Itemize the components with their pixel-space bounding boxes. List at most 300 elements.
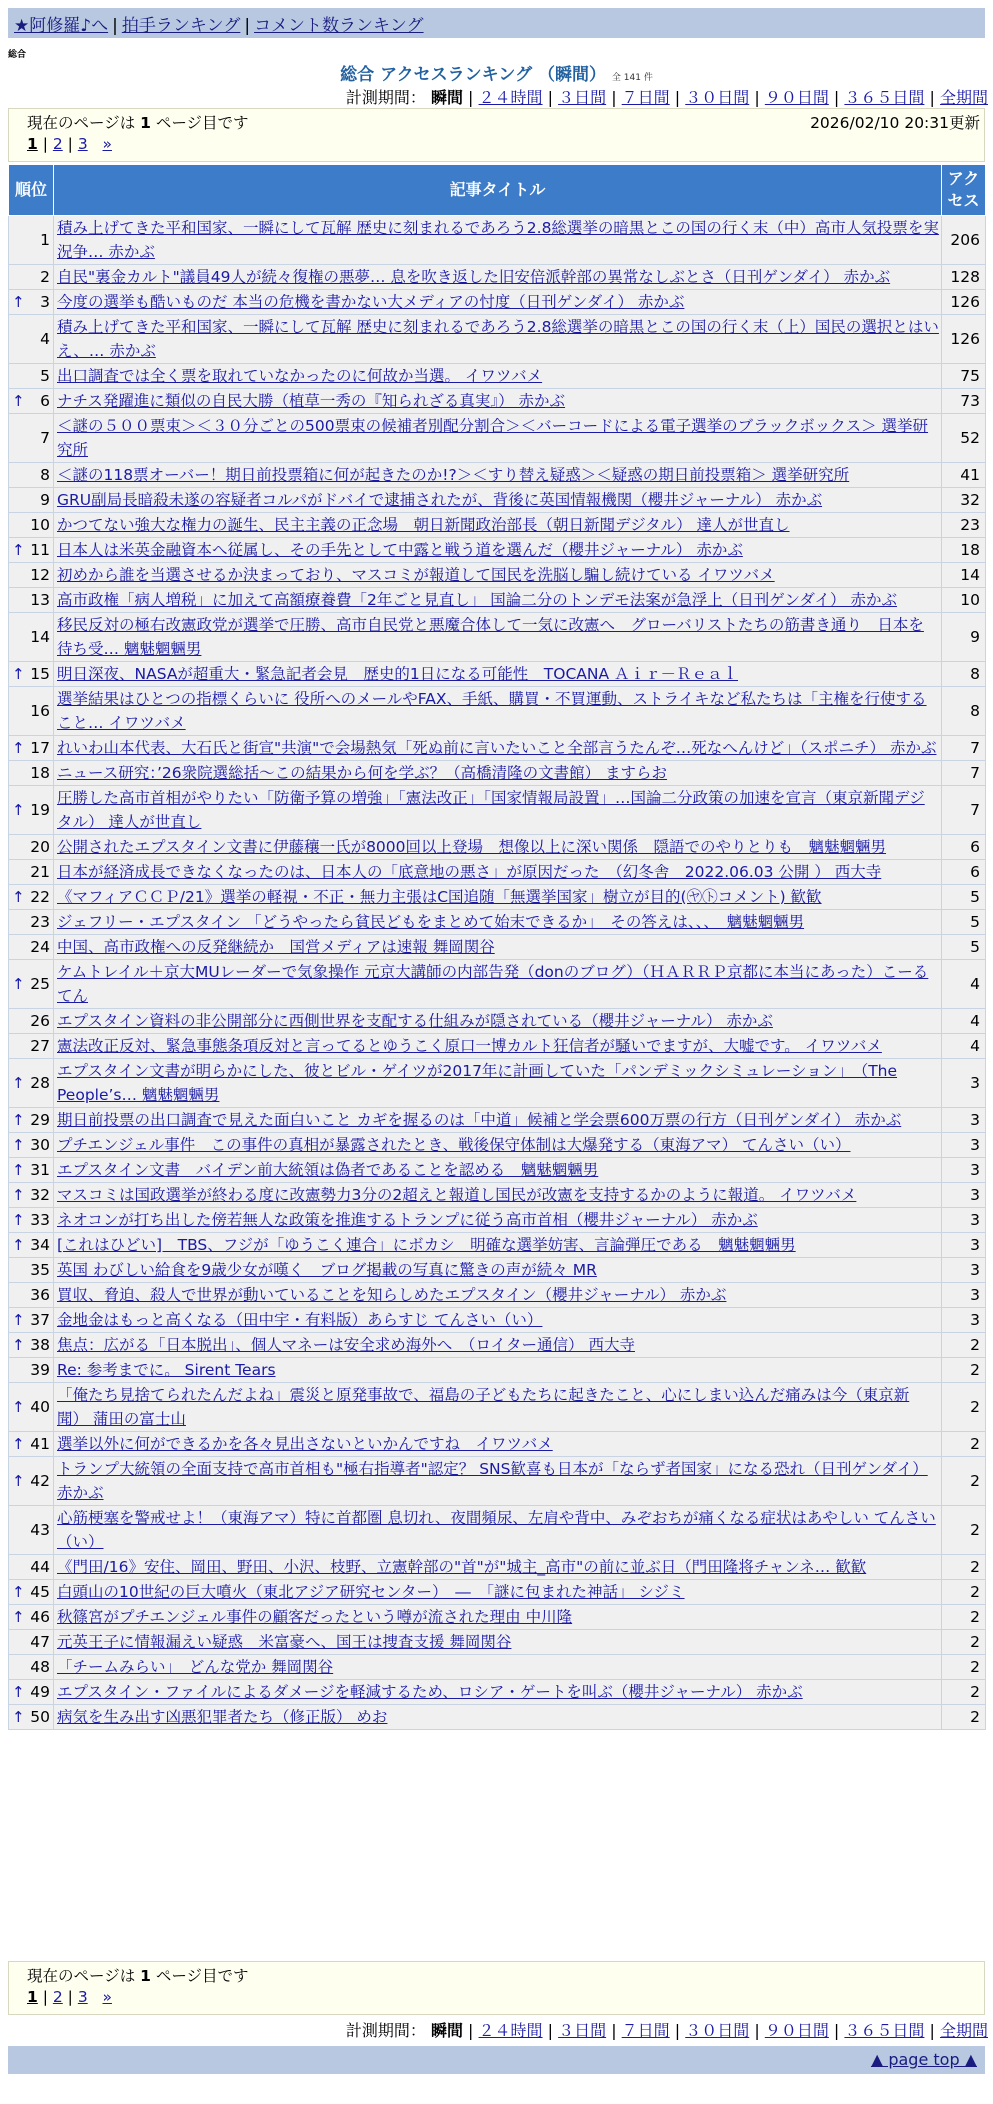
access-count: 3 <box>942 1208 986 1233</box>
rank-number: 23 <box>30 913 50 931</box>
access-count: 5 <box>942 935 986 960</box>
rank-cell <box>9 1034 54 1059</box>
article-title-link[interactable]: 日本人は米英金融資本へ従属し、その手先として中露と戦う道を選んだ（櫻井ジャーナル） 赤かぶ <box>57 541 743 559</box>
rank-cell <box>9 1605 54 1630</box>
rank-cell <box>9 736 54 761</box>
up-arrow-icon: ↑ <box>12 1398 25 1416</box>
access-count: 5 <box>942 885 986 910</box>
table-row <box>9 1059 986 1108</box>
up-arrow-icon: ↑ <box>12 1111 25 1129</box>
table-row <box>9 885 986 910</box>
access-count: 75 <box>942 364 986 389</box>
article-title-link[interactable]: 心筋梗塞を警戒せよ！（東海アマ）特に首都圏 息切れ、夜間頻尿、左肩や背中、みぞおちが痛くなる症状はあやしい てんさい（い） <box>57 1509 936 1551</box>
article-title-link[interactable]: 今度の選挙も酷いものだ 本当の危機を書かない大メディアの忖度（日刊ゲンダイ） 赤かぶ <box>57 293 685 311</box>
access-count: 3 <box>942 1233 986 1258</box>
article-title-link[interactable]: 移民反対の極右改憲政党が選挙で圧勝、高市自民党と悪魔合体して一気に改憲へ グローバリストたちの筋書き通り 日本を待ち受… 魑魅魍魎男 <box>57 616 924 658</box>
title-cell <box>54 1605 942 1630</box>
table-row <box>9 488 986 513</box>
rank-number: 3 <box>40 293 50 311</box>
rank-cell <box>9 1555 54 1580</box>
up-arrow-icon: ↑ <box>12 801 25 819</box>
access-count: 2 <box>942 1358 986 1383</box>
rank-cell <box>9 1358 54 1383</box>
rank-number: 15 <box>30 665 50 683</box>
access-count: 126 <box>942 315 986 364</box>
nav-link-applause-ranking[interactable]: 拍手ランキング <box>121 16 241 36</box>
rank-number: 18 <box>30 764 50 782</box>
period-link-all[interactable]: 全期間 <box>939 2021 988 2040</box>
article-title-link[interactable]: 圧勝した高市首相がやりたい「防衛予算の増強」「憲法改正」「国家情報局設置」…国論二分政策の加速を宣言（東京新聞デジタル） 達人が世直し <box>57 789 925 831</box>
article-title-link[interactable]: プチエンジェル事件 この事件の真相が暴露されたとき、戦後保守体制は大爆発する（東海アマ） てんさい（い） <box>57 1136 851 1154</box>
period-link-365d[interactable]: ３６５日間 <box>844 88 925 107</box>
access-count: 126 <box>942 290 986 315</box>
table-row <box>9 290 986 315</box>
page-link-1[interactable]: 1 <box>27 135 38 153</box>
article-title-link[interactable]: 初めから誰を当選させるか決まっており、マスコミが報道して国民を洗脳し騙し続けている イワツバメ <box>57 566 775 584</box>
title-cell <box>54 860 942 885</box>
current-page-text: 現在のページは 1 ページ目です <box>27 1967 249 1985</box>
table-row <box>9 1383 986 1432</box>
access-count: 3 <box>942 1258 986 1283</box>
title-cell <box>54 563 942 588</box>
table-row <box>9 687 986 736</box>
up-arrow-icon: ↑ <box>12 1236 25 1254</box>
table-row <box>9 1680 986 1705</box>
rank-cell <box>9 414 54 463</box>
up-arrow-icon: ↑ <box>12 1435 25 1453</box>
rank-number: 20 <box>30 838 50 856</box>
title-cell <box>54 1158 942 1183</box>
up-arrow-icon: ↑ <box>12 1311 25 1329</box>
title-cell <box>54 1358 942 1383</box>
page-next-link[interactable]: » <box>102 1988 112 2006</box>
table-row <box>9 1258 986 1283</box>
page-link-3[interactable]: 3 <box>77 135 88 153</box>
access-count: 52 <box>942 414 986 463</box>
article-title-link[interactable]: 白頭山の10世紀の巨大噴火（東北アジア研究センター） ― 「謎に包まれた神話」 シジミ <box>57 1583 685 1601</box>
rank-number: 50 <box>30 1708 50 1726</box>
rank-number: 4 <box>40 330 50 348</box>
page-next-link[interactable]: » <box>102 135 112 153</box>
article-title-link[interactable]: 元英王子に情報漏えい疑惑 米富豪へ、国王は捜査支援 舞岡関谷 <box>57 1633 512 1651</box>
title-cell <box>54 1457 942 1506</box>
period-link-all[interactable]: 全期間 <box>939 88 988 107</box>
up-arrow-icon: ↑ <box>12 1683 25 1701</box>
rank-cell <box>9 1432 54 1457</box>
access-count: 7 <box>942 736 986 761</box>
period-link-90d[interactable]: ９０日間 <box>764 2021 829 2040</box>
rank-cell <box>9 513 54 538</box>
rank-cell <box>9 1283 54 1308</box>
page-top-link[interactable]: ▲ page top ▲ <box>870 2050 977 2069</box>
article-title-link[interactable]: ＜謎の５００票束＞＜３０分ごとの500票束の候補者別配分割合＞＜バーコードによる電子選挙のブラックボックス＞ 選挙研究所 <box>57 417 929 459</box>
period-current: 瞬間 <box>430 2021 463 2040</box>
table-row <box>9 265 986 290</box>
title-cell <box>54 1133 942 1158</box>
title-cell <box>54 960 942 1009</box>
nav-link-asyura[interactable]: ★阿修羅♪へ <box>14 16 109 36</box>
period-link-3d[interactable]: ３日間 <box>558 88 607 107</box>
table-row <box>9 1034 986 1059</box>
header-title: 記事タイトル <box>54 165 942 216</box>
article-title-link[interactable]: 高市政権「病人増税」に加えて高額療養費「2年ごと見直し」 国論二分のトンデモ法案が急浮上（日刊ゲンダイ） 赤かぶ <box>57 591 897 609</box>
article-title-link[interactable]: [これはひどい] TBS、フジが「ゆうこく連合」にボカシ 明確な選挙妨害、言論弾圧である 魑魅魍魎男 <box>57 1236 796 1254</box>
access-count: 2 <box>942 1333 986 1358</box>
access-count: 128 <box>942 265 986 290</box>
title-cell <box>54 216 942 265</box>
up-arrow-icon: ↑ <box>12 1608 25 1626</box>
title-cell <box>54 1705 942 1730</box>
rank-cell <box>9 463 54 488</box>
nav-link-comment-ranking[interactable]: コメント数ランキング <box>254 16 424 36</box>
article-title-link[interactable]: 期日前投票の出口調査で見えた面白いこと カギを握るのは「中道」候補と学会票600万票の行方（日刊ゲンダイ） 赤かぶ <box>57 1111 902 1129</box>
access-count: 6 <box>942 860 986 885</box>
page-link-3[interactable]: 3 <box>77 1988 88 2006</box>
title-cell <box>54 1432 942 1457</box>
access-count: 3 <box>942 1158 986 1183</box>
article-title-link[interactable]: 買収、脅迫、殺人で世界が動いていることを知らしめたエプスタイン（櫻井ジャーナル） 赤かぶ <box>57 1286 727 1304</box>
title-cell <box>54 1506 942 1555</box>
article-title-link[interactable]: ナチス発躍進に類似の自民大勝（植草一秀の『知られざる真実』） 赤かぶ <box>57 392 566 410</box>
article-title-link[interactable]: 公開されたエプスタイン文書に伊藤穰一氏が8000回以上登場 想像以上に深い関係 隠語でのやりとりも 魑魅魍魎男 <box>57 838 887 856</box>
article-title-link[interactable]: 中国、高市政権への反発継続か 国営メディアは速報 舞岡関谷 <box>57 938 495 956</box>
table-row <box>9 935 986 960</box>
rank-number: 12 <box>30 566 50 584</box>
access-count: 6 <box>942 835 986 860</box>
title-cell <box>54 1233 942 1258</box>
title-cell <box>54 265 942 290</box>
page-link-2[interactable]: 2 <box>52 1988 63 2006</box>
rank-cell <box>9 687 54 736</box>
rank-cell <box>9 265 54 290</box>
article-title-link[interactable]: GRU副局長暗殺未遂の容疑者コルパがドバイで逮捕されたが、背後に英国情報機関（櫻井ジャーナル） 赤かぶ <box>57 491 823 509</box>
article-title-link[interactable]: エプスタイン・ファイルによるダメージを軽減するため、ロシア・ゲートを叫ぶ（櫻井ジャーナル） 赤かぶ <box>57 1683 803 1701</box>
rank-cell <box>9 216 54 265</box>
rank-number: 37 <box>30 1311 50 1329</box>
table-row <box>9 613 986 662</box>
article-title-link[interactable]: 明日深夜、NASAが超重大・緊急記者会見 歴史的1日になる可能性 TOCANA Ａｉｒ－Ｒｅａｌ <box>57 665 739 683</box>
up-arrow-icon: ↑ <box>12 293 25 311</box>
access-count: 2 <box>942 1457 986 1506</box>
article-title-link[interactable]: ジェフリー・エプスタイン 「どうやったら貧民どもをまとめて始末できるか」 その答えは、、、 魑魅魍魎男 <box>57 913 805 931</box>
rank-cell <box>9 1158 54 1183</box>
ranking-table-body <box>9 216 986 1730</box>
title-cell <box>54 315 942 364</box>
table-row <box>9 1555 986 1580</box>
rank-cell <box>9 1108 54 1133</box>
title-cell <box>54 935 942 960</box>
title-cell <box>54 910 942 935</box>
title-cell <box>54 513 942 538</box>
article-title-link[interactable]: 焦点：広がる「日本脱出」、個人マネーは安全求め海外へ （ロイター通信） 西大寺 <box>57 1336 635 1354</box>
period-current: 瞬間 <box>430 88 463 107</box>
title-cell <box>54 1108 942 1133</box>
page-link-2[interactable]: 2 <box>52 135 63 153</box>
title-cell <box>54 414 942 463</box>
rank-number: 44 <box>30 1558 50 1576</box>
table-row <box>9 1432 986 1457</box>
access-count: 3 <box>942 1183 986 1208</box>
access-count: 4 <box>942 1009 986 1034</box>
article-title-link[interactable]: 「チームみらい」 どんな党か 舞岡関谷 <box>57 1658 334 1676</box>
table-header-row <box>9 165 986 216</box>
article-title-link[interactable]: ケムトレイル＋京大MUレーダーで気象操作 元京大講師の内部告発（donのブログ）（ＨＡＲＲＰ京都に本当にあった）こーるてん <box>57 963 929 1005</box>
up-arrow-icon: ↑ <box>12 1136 25 1154</box>
table-row <box>9 1457 986 1506</box>
rank-number: 40 <box>30 1398 50 1416</box>
title-cell <box>54 761 942 786</box>
rank-number: 36 <box>30 1286 50 1304</box>
up-arrow-icon: ↑ <box>12 1336 25 1354</box>
table-row <box>9 588 986 613</box>
table-row <box>9 1630 986 1655</box>
rank-cell <box>9 885 54 910</box>
rank-number: 41 <box>30 1435 50 1453</box>
article-title-link[interactable]: 出口調査では全く票を取れていなかったのに何故か当選。 イワツバメ <box>57 367 543 385</box>
table-row <box>9 1333 986 1358</box>
up-arrow-icon: ↑ <box>12 541 25 559</box>
article-title-link[interactable]: 秋篠宮がプチエンジェル事件の顧客だったという噂が流された理由 中川隆 <box>57 1608 573 1626</box>
period-link-3d[interactable]: ３日間 <box>558 2021 607 2040</box>
rank-number: 17 <box>30 739 50 757</box>
period-link-7d[interactable]: ７日間 <box>621 88 670 107</box>
access-count: 2 <box>942 1630 986 1655</box>
article-title-link[interactable]: 英国 わびしい給食を9歳少女が嘆く ブログ掲載の写真に驚きの声が続々 MR <box>57 1261 597 1279</box>
rank-number: 2 <box>40 268 50 286</box>
article-title-link[interactable]: 《マフィアＣＣＰ/21》選挙の軽視・不正・無力主張はC国追随「無選挙国家」樹立が目的(㋳㋣コメント) 歓歓 <box>57 888 822 906</box>
access-count: 4 <box>942 960 986 1009</box>
table-row <box>9 1233 986 1258</box>
rank-number: 21 <box>30 863 50 881</box>
access-count: 5 <box>942 910 986 935</box>
title-cell <box>54 1580 942 1605</box>
period-link-24h[interactable]: ２４時間 <box>478 88 543 107</box>
title-cell <box>54 1383 942 1432</box>
title-cell <box>54 835 942 860</box>
bottom-bar <box>8 2046 985 2074</box>
table-row <box>9 1580 986 1605</box>
access-count: 9 <box>942 613 986 662</box>
article-title-link[interactable]: ネオコンが打ち出した傍若無人な政策を推進するトランプに従う高市首相（櫻井ジャーナル） 赤かぶ <box>57 1211 758 1229</box>
title-cell <box>54 1680 942 1705</box>
rank-cell <box>9 1308 54 1333</box>
article-title-link[interactable]: 金地金はもっと高くなる（田中宇・有料版）あらすじ てんさい（い） <box>57 1311 543 1329</box>
rank-number: 11 <box>30 541 50 559</box>
period-link-24h[interactable]: ２４時間 <box>478 2021 543 2040</box>
title-cell <box>54 1283 942 1308</box>
title-cell <box>54 1655 942 1680</box>
rank-number: 9 <box>40 491 50 509</box>
table-row <box>9 1283 986 1308</box>
title-cell <box>54 290 942 315</box>
up-arrow-icon: ↑ <box>12 739 25 757</box>
total-count: 全 141 件 <box>611 73 653 83</box>
access-count: 2 <box>942 1580 986 1605</box>
title-cell <box>54 1630 942 1655</box>
article-title-link[interactable]: ニュース研究：’26衆院選総括～この結果から何を学ぶ？（高橋清隆の文書館） ますらお <box>57 764 668 782</box>
period-link-365d[interactable]: ３６５日間 <box>844 2021 925 2040</box>
article-title-link[interactable]: 憲法改正反対、緊急事態条項反対と言ってるとゆうこく原口一博カルト狂信者が騒いでますが、大嘘です。 イワツバメ <box>57 1037 882 1055</box>
up-arrow-icon: ↑ <box>12 392 25 410</box>
period-link-30d[interactable]: ３０日間 <box>685 88 750 107</box>
rank-cell <box>9 835 54 860</box>
rank-cell <box>9 1208 54 1233</box>
article-title-link[interactable]: マスコミは国政選挙が終わる度に改憲勢力3分の2超えと報道し国民が改憲を支持するかのように報道。 イワツバメ <box>57 1186 857 1204</box>
category-label: 総合 <box>8 50 27 60</box>
period-label: 計測期間： <box>345 2021 426 2040</box>
rank-number: 13 <box>30 591 50 609</box>
access-count: 41 <box>942 463 986 488</box>
title-cell <box>54 1308 942 1333</box>
pagination: 1 | 2 | 3 » <box>27 1988 112 2006</box>
article-title-link[interactable]: 選挙以外に何ができるかを各々見出さないといかんですね イワツバメ <box>57 1435 553 1453</box>
title-cell <box>54 538 942 563</box>
access-count: 206 <box>942 216 986 265</box>
article-title-link[interactable]: かつてない強大な権力の誕生、民主主義の正念場 朝日新聞政治部長（朝日新聞デジタル） 達人が世直し <box>57 516 790 534</box>
article-title-link[interactable]: エプスタイン文書 バイデン前大統領は偽者であることを認める 魑魅魍魎男 <box>57 1161 599 1179</box>
up-arrow-icon: ↑ <box>12 1472 25 1490</box>
access-count: 8 <box>942 687 986 736</box>
access-count: 23 <box>942 513 986 538</box>
rank-number: 28 <box>30 1074 50 1092</box>
article-title-link[interactable]: 病気を生み出す凶悪犯罪者たち（修正版） めお <box>57 1708 388 1726</box>
access-count: 32 <box>942 488 986 513</box>
header-access: アクセス <box>942 165 986 216</box>
page-title-text: 総合 アクセスランキング （瞬間） <box>340 65 606 85</box>
period-link-30d[interactable]: ３０日間 <box>685 2021 750 2040</box>
article-title-link[interactable]: 積み上げてきた平和国家、一瞬にして瓦解 歴史に刻まれるであろう2.8総選挙の暗黒とこの国の行く末（中）高市人気投票を実況争… 赤かぶ <box>57 219 939 261</box>
rank-number: 49 <box>30 1683 50 1701</box>
title-cell <box>54 885 942 910</box>
rank-cell <box>9 761 54 786</box>
up-arrow-icon: ↑ <box>12 888 25 906</box>
rank-cell <box>9 588 54 613</box>
access-count: 18 <box>942 538 986 563</box>
current-page-text: 現在のページは 1 ページ目です <box>27 114 249 132</box>
rank-number: 8 <box>40 466 50 484</box>
access-count: 2 <box>942 1655 986 1680</box>
rank-number: 38 <box>30 1336 50 1354</box>
rank-cell <box>9 613 54 662</box>
rank-cell <box>9 1258 54 1283</box>
table-row <box>9 1655 986 1680</box>
table-row <box>9 1308 986 1333</box>
article-title-link[interactable]: エプスタイン資料の非公開部分に西側世界を支配する仕組みが隠されている（櫻井ジャーナル） 赤かぶ <box>57 1012 773 1030</box>
table-row <box>9 414 986 463</box>
up-arrow-icon: ↑ <box>12 1211 25 1229</box>
title-cell <box>54 662 942 687</box>
rank-cell <box>9 389 54 414</box>
access-count: 2 <box>942 1705 986 1730</box>
article-title-link[interactable]: 日本が経済成長できなくなったのは、日本人の「底意地の悪さ」が原因だった （幻冬舎 2022.06.03 公開 ） 西大寺 <box>57 863 882 881</box>
page-title <box>0 60 993 85</box>
up-arrow-icon: ↑ <box>12 1161 25 1179</box>
table-row <box>9 463 986 488</box>
rank-cell <box>9 1009 54 1034</box>
article-title-link[interactable]: トランプ大統領の全面支持で高市首相も"極右指導者"認定？ SNS歓喜も日本が「ならず者国家」になる恐れ（日刊ゲンダイ） 赤かぶ <box>57 1460 928 1502</box>
title-cell <box>54 1208 942 1233</box>
title-cell <box>54 1183 942 1208</box>
rank-cell <box>9 538 54 563</box>
access-count: 10 <box>942 588 986 613</box>
article-title-link[interactable]: れいわ山本代表、大石氏と街宣"共演"で会場熱気「死ぬ前に言いたいこと全部言うたんぞ…死なへんけど」（スポニチ） 赤かぶ <box>57 739 937 757</box>
period-link-7d[interactable]: ７日間 <box>621 2021 670 2040</box>
table-row <box>9 563 986 588</box>
article-title-link[interactable]: 「俺たち見捨てられたんだよね」震災と原発事故で、福島の子どもたちに起きたこと、心にしまい込んだ痛みは今（東京新聞） 蒲田の富士山 <box>57 1386 910 1428</box>
rank-cell <box>9 1680 54 1705</box>
article-title-link[interactable]: 選挙結果はひとつの指標くらいに 役所へのメールやFAX、手紙、購買・不買運動、ストライキなど私たちは「主権を行使すること… イワツバメ <box>57 690 927 732</box>
rank-cell <box>9 315 54 364</box>
rank-number: 26 <box>30 1012 50 1030</box>
up-arrow-icon: ↑ <box>12 1186 25 1204</box>
rank-number: 7 <box>40 429 50 447</box>
period-link-90d[interactable]: ９０日間 <box>764 88 829 107</box>
title-cell <box>54 613 942 662</box>
access-count: 4 <box>942 1034 986 1059</box>
page-info-top <box>8 108 985 162</box>
rank-number: 10 <box>30 516 50 534</box>
table-row <box>9 1605 986 1630</box>
access-count: 2 <box>942 1555 986 1580</box>
article-title-link[interactable]: ＜謎の118票オーバー！期日前投票箱に何が起きたのか!?＞＜すり替え疑惑＞＜疑惑の期日前投票箱＞ 選挙研究所 <box>57 466 850 484</box>
article-title-link[interactable]: 《門田/16》安住、岡田、野田、小沢、枝野、立憲幹部の"首"が"城主_高市"の前に並ぶ日（門田隆将チャンネ… 歓歓 <box>57 1558 867 1576</box>
rank-cell <box>9 1506 54 1555</box>
rank-cell <box>9 960 54 1009</box>
rank-cell <box>9 1133 54 1158</box>
rank-number: 39 <box>30 1361 50 1379</box>
table-row <box>9 835 986 860</box>
table-row <box>9 1705 986 1730</box>
title-cell <box>54 786 942 835</box>
rank-cell <box>9 1580 54 1605</box>
rank-number: 30 <box>30 1136 50 1154</box>
rank-cell <box>9 1655 54 1680</box>
nav-separator: | <box>112 16 118 36</box>
rank-number: 1 <box>40 231 50 249</box>
up-arrow-icon: ↑ <box>12 1708 25 1726</box>
access-count: 14 <box>942 563 986 588</box>
article-title-link[interactable]: Re: 参考までに。 Sirent Tears <box>57 1361 276 1379</box>
rank-cell <box>9 662 54 687</box>
title-cell <box>54 1059 942 1108</box>
table-row <box>9 1133 986 1158</box>
top-nav-bar <box>8 8 985 38</box>
article-title-link[interactable]: 自民"裏金カルト"議員49人が続々復権の悪夢… 息を吹き返した旧安倍派幹部の異常なしぶとさ（日刊ゲンダイ） 赤かぶ <box>57 268 891 286</box>
access-count: 2 <box>942 1605 986 1630</box>
rank-cell <box>9 1333 54 1358</box>
article-title-link[interactable]: 積み上げてきた平和国家、一瞬にして瓦解 歴史に刻まれるであろう2.8総選挙の暗黒とこの国の行く末（上）国民の選択とはいえ、… 赤かぶ <box>57 318 939 360</box>
rank-number: 16 <box>30 702 50 720</box>
table-row <box>9 1358 986 1383</box>
access-count: 2 <box>942 1432 986 1457</box>
rank-cell <box>9 1457 54 1506</box>
page-link-1[interactable]: 1 <box>27 1988 38 2006</box>
page-info-bottom <box>8 1961 985 2015</box>
title-cell <box>54 488 942 513</box>
rank-cell <box>9 786 54 835</box>
table-row <box>9 786 986 835</box>
access-count: 7 <box>942 761 986 786</box>
access-count: 3 <box>942 1108 986 1133</box>
rank-number: 48 <box>30 1658 50 1676</box>
rank-cell <box>9 364 54 389</box>
article-title-link[interactable]: エプスタイン文書が明らかにした、彼とビル・ゲイツが2017年に計画していた「パンデミックシミュレーション」 （The People’s… 魑魅魍魎男 <box>57 1062 898 1104</box>
table-row <box>9 736 986 761</box>
table-row <box>9 960 986 1009</box>
access-count: 2 <box>942 1680 986 1705</box>
rank-cell <box>9 860 54 885</box>
rank-number: 27 <box>30 1037 50 1055</box>
